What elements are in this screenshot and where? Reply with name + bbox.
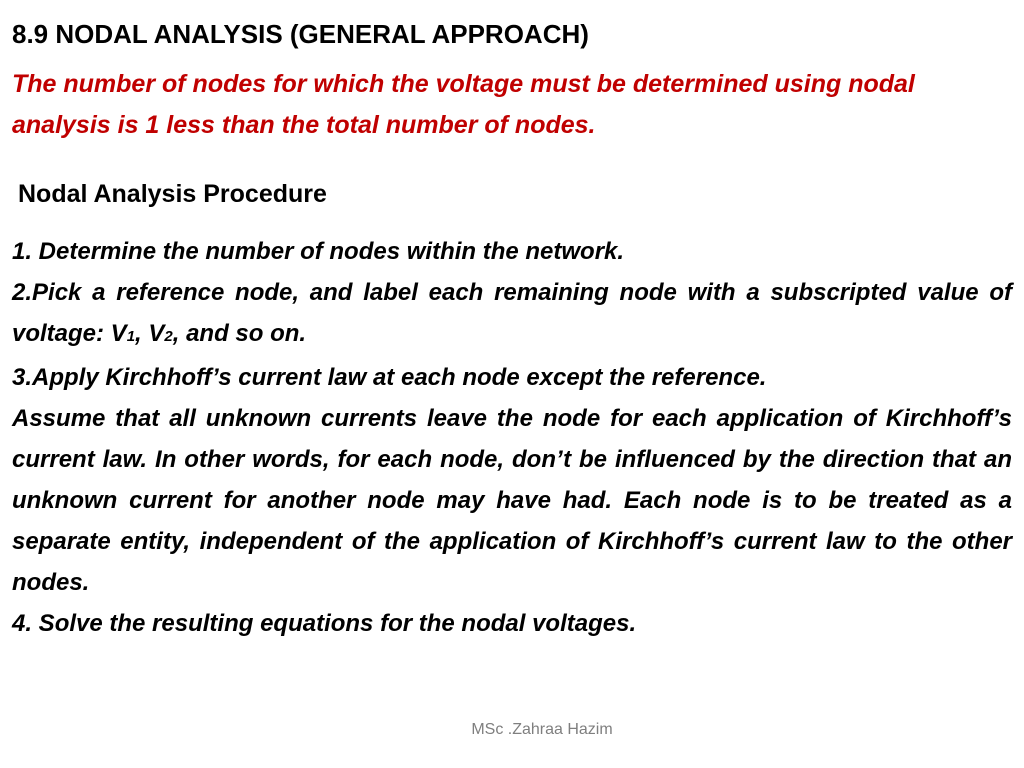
step-2: [12, 272, 1012, 357]
step-3: 3.Apply Kirchhoff’s current law at each node except the reference.: [12, 364, 767, 391]
step-2-subscript-2: 2: [164, 328, 173, 345]
slide-title: 8.9 NODAL ANALYSIS (GENERAL APPROACH): [12, 19, 589, 49]
procedure-heading: Nodal Analysis Procedure: [18, 180, 327, 208]
procedure-steps: [12, 231, 1012, 644]
step-1: 1. Determine the number of nodes within the network.: [12, 238, 625, 265]
step-4: 4. Solve the resulting equations for the nodal voltages.: [12, 610, 637, 637]
step-2-subscript-1: 1: [126, 328, 136, 345]
intro-statement: The number of nodes for which the voltage must be determined using nodal analysis is 1 less than the total number of nodes.: [12, 70, 915, 139]
step-2-separator: , V: [135, 320, 165, 347]
author-footer: MSc .Zahraa Hazim: [471, 721, 613, 738]
step-2-suffix: , and so on.: [172, 320, 307, 347]
step-3-detail: Assume that all unknown currents leave the node for each application of Kirchhoff’s current law. In other words, for each node, don’t be influenced by the direction that an unknown current for another node may have had. Each node is to be treated as a separate entity, independent of the application of Kirchhoff’s current law to the other nodes.: [12, 405, 1012, 596]
step-2-text: 2.Pick a reference node, and label each remaining node with a subscripted value of voltage: V: [12, 279, 1012, 347]
